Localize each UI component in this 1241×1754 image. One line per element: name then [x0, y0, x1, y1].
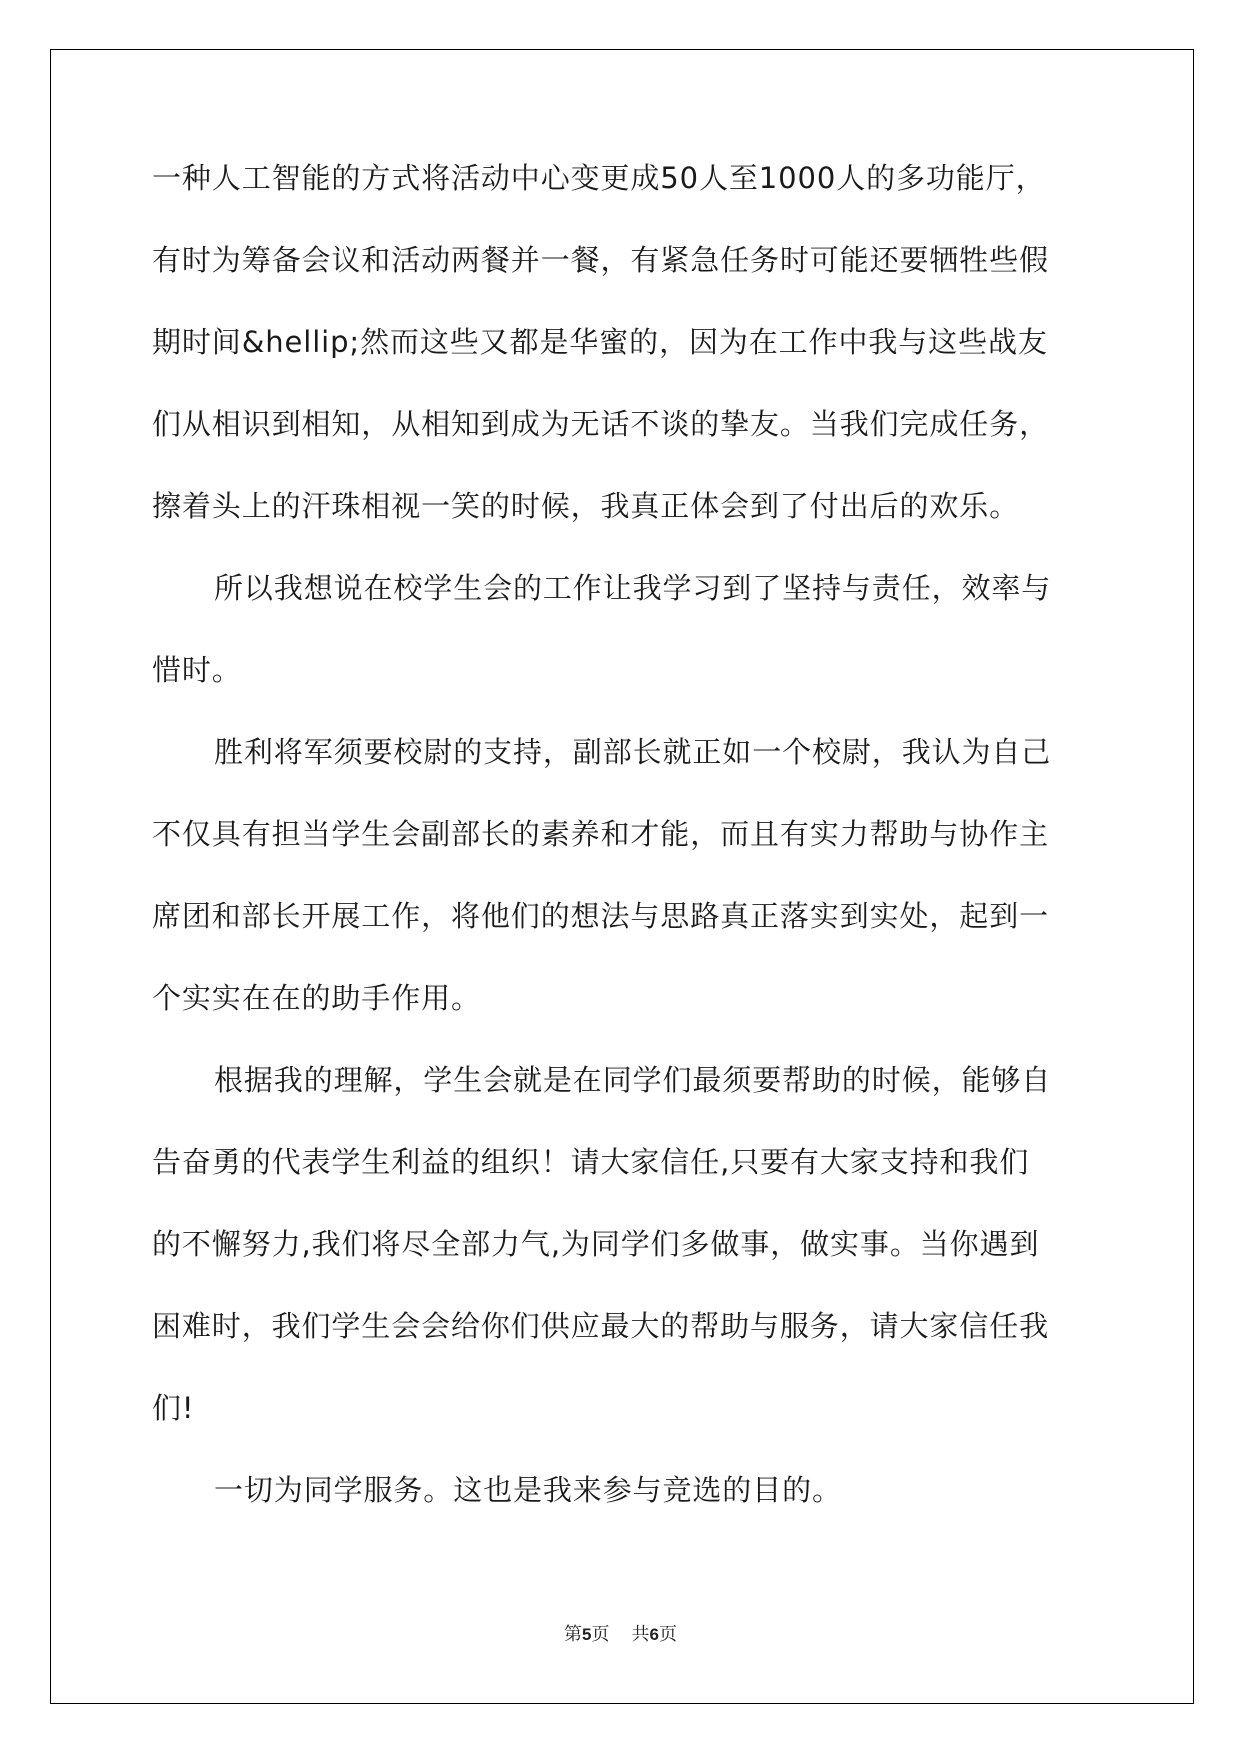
text-line: 告奋勇的代表学生利益的组织！请大家信任,只要有大家支持和我们	[152, 1145, 1030, 1179]
text-line: 胜利将军须要校尉的支持，副部长就正如一个校尉，我认为自己	[214, 735, 1052, 769]
total-prefix: 共	[631, 1624, 650, 1645]
page-prefix: 第	[564, 1624, 583, 1645]
text-line: 期时间&hellip;然而这些又都是华蜜的，因为在工作中我与这些战友	[152, 325, 1048, 359]
page-footer	[0, 1620, 1241, 1646]
page-suffix: 页	[591, 1624, 610, 1645]
text-line: 根据我的理解，学生会就是在同学们最须要帮助的时候，能够自	[214, 1063, 1052, 1097]
paragraph	[152, 568, 1096, 732]
text-line: 的不懈努力,我们将尽全部力气,为同学们多做事，做实事。当你遇到	[152, 1227, 1040, 1261]
text-line: 惜时。	[152, 653, 242, 687]
text-line: 困难时，我们学生会会给你们供应最大的帮助与服务，请大家信任我	[152, 1309, 1050, 1343]
text-line: 一切为同学服务。这也是我来参与竞选的目的。	[214, 1473, 842, 1507]
paragraph	[152, 1470, 1096, 1552]
paragraph	[152, 732, 1096, 1060]
text-line: 们从相识到相知，从相知到成为无话不谈的挚友。当我们完成任务，	[152, 407, 1050, 441]
text-line: 一种人工智能的方式将活动中心变更成50人至1000人的多功能厅，	[152, 161, 1046, 195]
paragraph	[152, 158, 1096, 568]
text-line: 不仅具有担当学生会副部长的素养和才能，而且有实力帮助与协作主	[152, 817, 1050, 851]
text-line: 席团和部长开展工作，将他们的想法与思路真正落实到实处，起到一	[152, 899, 1050, 933]
total-pages: 6	[649, 1625, 659, 1644]
text-line: 擦着头上的汗珠相视一笑的时候，我真正体会到了付出后的欢乐。	[152, 489, 1020, 523]
text-line: 个实实在在的助手作用。	[152, 981, 481, 1015]
text-line: 们!	[152, 1391, 195, 1425]
document-body	[152, 158, 1096, 1552]
text-line: 有时为筹备会议和活动两餐并一餐，有紧急任务时可能还要牺牲些假	[152, 243, 1050, 277]
total-suffix: 页	[658, 1624, 677, 1645]
text-line: 所以我想说在校学生会的工作让我学习到了坚持与责任，效率与	[214, 571, 1052, 605]
page-number: 5	[582, 1625, 592, 1644]
paragraph	[152, 1060, 1096, 1470]
